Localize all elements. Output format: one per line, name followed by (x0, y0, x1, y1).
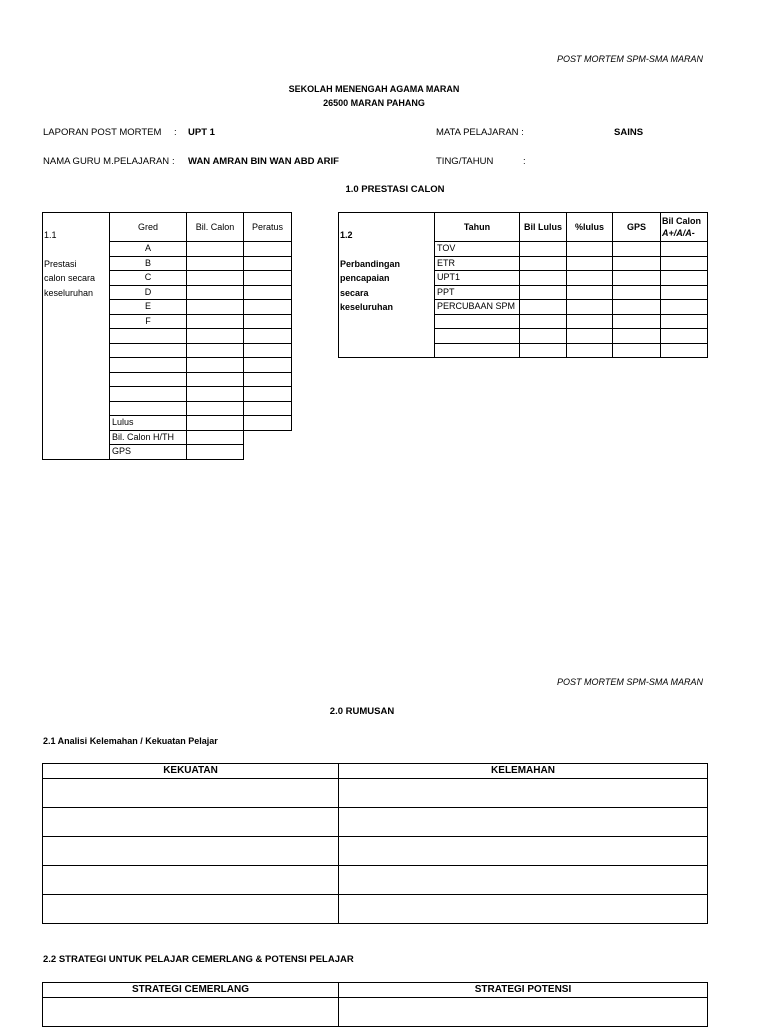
table2-header-peratus-lulus: %lulus (567, 213, 613, 242)
table2-row-label: PPT (435, 285, 520, 300)
table1-cell[interactable] (244, 271, 292, 286)
table2-cell[interactable] (613, 329, 661, 344)
table1-cell[interactable] (244, 358, 292, 373)
table1-header-peratus: Peratus (244, 213, 292, 242)
table2-cell[interactable] (613, 343, 661, 358)
table1-cell[interactable] (187, 271, 244, 286)
table2-cell[interactable] (567, 285, 613, 300)
table1-cell[interactable] (187, 300, 244, 315)
post-mortem-header: POST MORTEM SPM-SMA MARAN (557, 54, 704, 64)
kekuatan-cell[interactable] (43, 866, 339, 895)
kekuatan-cell[interactable] (43, 808, 339, 837)
table1-cell[interactable] (244, 256, 292, 271)
table2-side-line: Perbandingan (340, 258, 401, 269)
kelemahan-cell[interactable] (339, 837, 708, 866)
grade-cell: E (110, 300, 187, 315)
table1-empty (244, 430, 292, 445)
table1-header-bil-calon: Bil. Calon (187, 213, 244, 242)
table1-cell[interactable] (244, 343, 292, 358)
table1-cell[interactable] (110, 401, 187, 416)
table2-side-line: keseluruhan (340, 302, 394, 312)
table2-side-line: pencapaian (340, 273, 390, 283)
kelemahan-cell[interactable] (339, 866, 708, 895)
table-strategi (42, 982, 708, 1027)
grade-range-line: A+/A/A- (662, 228, 695, 238)
table1-cell[interactable] (187, 242, 244, 257)
table2-cell[interactable] (520, 343, 567, 358)
section1-title: 1.0 PRESTASI CALON (345, 184, 445, 195)
table1-side-line: calon secara (44, 273, 96, 283)
grade-cell: D (110, 285, 187, 300)
strategi-potensi-header: STRATEGI POTENSI (339, 983, 708, 998)
table2-cell[interactable] (520, 300, 567, 315)
table1-cell[interactable] (187, 256, 244, 271)
kekuatan-cell[interactable] (43, 837, 339, 866)
table1-cell[interactable] (244, 314, 292, 329)
table1-cell[interactable] (187, 314, 244, 329)
table2-header-bil-lulus: Bil Lulus (520, 213, 567, 242)
table2-header-bil-calon (661, 213, 708, 242)
laporan-label: LAPORAN POST MORTEM (43, 127, 162, 138)
table1-number: 1.1 (44, 230, 57, 240)
table2-cell[interactable] (520, 329, 567, 344)
table2-cell[interactable] (613, 285, 661, 300)
table1-side-line: Prestasi (44, 258, 77, 269)
table1-cell[interactable] (187, 416, 244, 431)
table1-cell[interactable] (110, 372, 187, 387)
table1-cell[interactable] (187, 358, 244, 373)
table2-cell[interactable] (661, 300, 708, 315)
kelemahan-cell[interactable] (339, 895, 708, 924)
kelemahan-cell[interactable] (339, 808, 708, 837)
table2-cell[interactable] (567, 256, 613, 271)
table1-cell[interactable] (187, 329, 244, 344)
table-perbandingan (338, 212, 708, 358)
table2-cell[interactable] (661, 314, 708, 329)
table2-cell[interactable] (613, 256, 661, 271)
grade-cell: A (110, 242, 187, 257)
table2-cell[interactable] (567, 314, 613, 329)
table1-cell[interactable] (244, 242, 292, 257)
table-prestasi-calon (42, 212, 292, 460)
table2-cell[interactable] (567, 343, 613, 358)
table2-cell[interactable] (661, 329, 708, 344)
table1-cell[interactable] (187, 430, 244, 445)
table2-cell[interactable] (435, 329, 520, 344)
table2-cell[interactable] (613, 242, 661, 257)
table1-side-cell (43, 213, 110, 460)
bil-calon-hth-label: Bil. Calon H/TH (110, 430, 187, 445)
table2-cell[interactable] (435, 343, 520, 358)
table2-cell[interactable] (661, 256, 708, 271)
subtitle-analisis: 2.1 Analisi Kelemahan / Kekuatan Pelajar (43, 736, 218, 746)
lulus-label: Lulus (110, 416, 187, 431)
table1-cell[interactable] (187, 401, 244, 416)
table2-cell[interactable] (661, 242, 708, 257)
kekuatan-header: KEKUATAN (43, 764, 339, 779)
table2-number: 1.2 (340, 230, 353, 240)
ting-tahun-label: TING/TAHUN (436, 156, 494, 167)
gps-label: GPS (110, 445, 187, 460)
table1-header-gred: Gred (110, 213, 187, 242)
table-kekuatan-kelemahan (42, 763, 708, 924)
kekuatan-cell[interactable] (43, 895, 339, 924)
table1-cell[interactable] (244, 401, 292, 416)
table2-cell[interactable] (613, 271, 661, 286)
table1-cell[interactable] (187, 372, 244, 387)
table2-cell[interactable] (567, 271, 613, 286)
table1-cell[interactable] (244, 387, 292, 402)
kekuatan-cell[interactable] (43, 779, 339, 808)
table1-cell[interactable] (187, 445, 244, 460)
section2-title: 2.0 RUMUSAN (329, 706, 395, 717)
nama-guru-colon: : (172, 156, 175, 167)
table1-cell[interactable] (110, 329, 187, 344)
laporan-colon: : (174, 127, 177, 138)
table1-cell[interactable] (110, 358, 187, 373)
table1-cell[interactable] (244, 285, 292, 300)
table2-row-label: ETR (435, 256, 520, 271)
post-mortem-header-page2: POST MORTEM SPM-SMA MARAN (557, 677, 704, 687)
table1-side-line: keseluruhan (44, 287, 94, 298)
table1-cell[interactable] (110, 387, 187, 402)
nama-guru-label: NAMA GURU M.PELAJARAN (43, 156, 170, 167)
table2-row-label: PERCUBAAN SPM (435, 300, 520, 315)
table2-cell[interactable] (567, 242, 613, 257)
mata-pelajaran-value: SAINS (614, 127, 644, 138)
table1-cell[interactable] (110, 343, 187, 358)
table1-cell[interactable] (187, 285, 244, 300)
strategi-cemerlang-header: STRATEGI CEMERLANG (43, 983, 339, 998)
table1-cell[interactable] (244, 372, 292, 387)
bil-calon-line: Bil Calon (662, 216, 702, 226)
subtitle-strategi: 2.2 STRATEGI UNTUK PELAJAR CEMERLANG & POTENSI PELAJAR (43, 954, 354, 965)
table2-cell[interactable] (661, 271, 708, 286)
grade-cell: F (110, 314, 187, 329)
table1-cell[interactable] (187, 343, 244, 358)
table2-cell[interactable] (661, 343, 708, 358)
table2-header-tahun: Tahun (435, 213, 520, 242)
laporan-value: UPT 1 (188, 127, 215, 138)
ting-tahun-colon: : (523, 156, 526, 167)
table2-header-gps: GPS (613, 213, 661, 242)
kelemahan-cell[interactable] (339, 779, 708, 808)
table1-cell[interactable] (187, 387, 244, 402)
kelemahan-header: KELEMAHAN (339, 764, 708, 779)
table2-cell[interactable] (567, 329, 613, 344)
table2-cell[interactable] (520, 256, 567, 271)
strategi-cemerlang-cell[interactable] (43, 998, 339, 1027)
strategi-potensi-cell[interactable] (339, 998, 708, 1027)
table1-cell[interactable] (244, 329, 292, 344)
table2-row-label: TOV (435, 242, 520, 257)
table2-cell[interactable] (613, 300, 661, 315)
table2-cell[interactable] (520, 271, 567, 286)
mata-pelajaran-label: MATA PELAJARAN : (436, 127, 524, 138)
table2-cell[interactable] (567, 300, 613, 315)
table1-cell[interactable] (244, 300, 292, 315)
grade-cell: B (110, 256, 187, 271)
table2-cell[interactable] (435, 314, 520, 329)
table2-row-label: UPT1 (435, 271, 520, 286)
school-name: SEKOLAH MENENGAH AGAMA MARAN (288, 84, 460, 94)
table2-cell[interactable] (520, 242, 567, 257)
table2-side-cell (339, 213, 435, 358)
table1-cell[interactable] (244, 416, 292, 431)
grade-cell: C (110, 271, 187, 286)
table2-side-line: secara (340, 287, 369, 298)
table2-cell[interactable] (661, 285, 708, 300)
school-address: 26500 MARAN PAHANG (323, 98, 425, 108)
table2-cell[interactable] (520, 285, 567, 300)
table1-empty (244, 445, 292, 460)
nama-guru-value: WAN AMRAN BIN WAN ABD ARIF (188, 156, 339, 167)
table2-cell[interactable] (520, 314, 567, 329)
table2-cell[interactable] (613, 314, 661, 329)
